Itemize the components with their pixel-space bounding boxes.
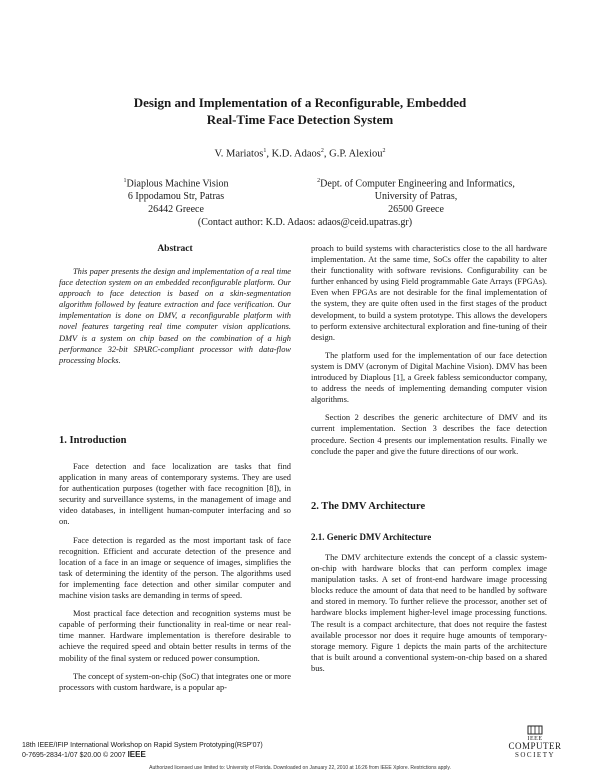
logo-society: SOCIETY [514, 751, 556, 759]
section-1-heading: 1. Introduction [59, 435, 127, 446]
affiliation-2 [296, 175, 536, 216]
right-paragraph-4: The DMV architecture extends the concept of a classic system-on-chip with hardware blocks that can perform complex image manipulation tasks. A set of front-end hardware image processing blocks reduce the amount of data that need to be handled by software and stored in memory. To further relieve the processor, another set of hardware blocks implement higher-level image processing functions. The result is a compact architecture, that does not require the fastest available processor nor does it require huge amounts of temporary-storage memory. Figure 1 depicts the main parts of the architecture that is built around a conventional system-on-chip based on a shared bus. [311, 553, 547, 673]
author-2: , K.D. Adaos [266, 148, 321, 160]
intro-paragraph-1: Face detection and face localization are tasks that find application in many areas of contemporary systems. They are used for authentication purposes (together with face recognition [8]), in security and surveillance systems, in the management of image and video databases, in intelligent human-computer interfacing and so on. [59, 462, 291, 527]
logo-computer: COMPUTER [508, 741, 562, 751]
affiliation-2-sup: 2 [317, 178, 321, 184]
introduction-body [59, 461, 291, 693]
contact-author: (Contact author: K.D. Adaos: adaos@ceid.upatras.gr) [197, 217, 413, 228]
footer-line-1: 18th IEEE/IFIP International Workshop on Rapid System Prototyping(RSP'07) [22, 742, 263, 749]
section-2-heading: 2. The DMV Architecture [311, 501, 426, 512]
right-paragraph-1: proach to build systems with characteristics close to the all hardware implementation. At the same time, SoCs offer the capability to alter their functionality with software revisions. Configurability can be further enhanced by using Field programmable Gate Arrays (FPGAs). Even when FPGAs are not desirable for the final implementation of the system, they are quite often used in the first stages of the product development, to build a system prototype. This allows the developers to perform extensive architectural exploration and fine-tuning of their design. [311, 244, 547, 342]
author-3-sup: 2 [382, 148, 386, 154]
intro-paragraph-2: Face detection is regarded as the most important task of face recognition. Efficient and accurate detection of the presence and location of a face in an image or sequence of images, simplifies the task of determining the identity of the person. The algorithms used for implementing face detection and other similar computer and machine vision tasks are demanding in terms of speed. [59, 535, 291, 601]
author-1-sup: 1 [263, 148, 267, 154]
section-2-1-body [311, 552, 547, 674]
affiliation-1-line-2: 6 Ippodamou Str, Patras [127, 191, 225, 203]
author-3: , G.P. Alexiou [323, 148, 383, 160]
section-2-1-heading: 2.1. Generic DMV Architecture [311, 532, 432, 542]
paper-title [60, 94, 540, 128]
title-line-1: Design and Implementation of a Reconfigurable, Embedded [133, 95, 467, 110]
affiliation-1-line-3: 26442 Greece [148, 204, 204, 216]
author-2-sup: 2 [320, 148, 324, 154]
footer-ieee: IEEE [127, 750, 146, 759]
abstract-text: This paper presents the design and implementation of a real time face detection system on an embedded reconfigurable platform. Our approach to face detection is based on a skin-segmentation algorithm followed by feature extraction and face verification. Our implementation is done on DMV, a reconfigurable platform with novel features targeting real time computer vision applications. DMV is a system on chip based on the combination of a high performance 32-bit SPARC-compliant processor with data-flow processing blocks. [59, 267, 291, 365]
computer-society-emblem-icon [527, 724, 543, 736]
right-column-top [311, 243, 547, 457]
affiliation-1 [96, 175, 256, 216]
intro-paragraph-4: The concept of system-on-chip (SoC) that integrates one or more processors with custom hardware, is a popular ap- [59, 671, 291, 692]
title-line-2: Real-Time Face Detection System [206, 112, 394, 127]
abstract-heading: Abstract [157, 244, 193, 254]
conference-footer [22, 741, 263, 760]
affiliation-2-line-2: University of Patras, [374, 191, 458, 203]
computer-society-logo [505, 724, 565, 760]
right-paragraph-2: The platform used for the implementation of our face detection system is DMV (acronym of Digital Machine Vision). DMV has been introduced by Diaplous [1], a Greek fabless semiconductor company, to address the needs of implementing demanding computer vision algorithms. [311, 350, 547, 405]
authorized-use-notice: Authorized licensed use limited to: University of Florida. Downloaded on January 22, 2010 at 16:26 from IEEE Xplore. Restrictions apply. [149, 765, 451, 771]
right-paragraph-3: Section 2 describes the generic architecture of DMV and its current implementation. Section 3 describes the face detection procedure. Section 4 presents our implementation results. Finally we conclude the paper and give the future directions of our work. [311, 413, 547, 456]
author-1: V. Mariatos [214, 148, 264, 160]
affiliation-2-line-1: Dept. of Computer Engineering and Informatics, [320, 178, 515, 190]
affiliation-1-sup: 1 [123, 178, 127, 184]
affiliation-1-line-1: Diaplous Machine Vision [126, 178, 229, 190]
footer-line-2: 0-7695-2834-1/07 $20.00 © 2007 [22, 752, 128, 759]
intro-paragraph-3: Most practical face detection and recognition systems must be capable of performing their functionality in real-time or near real-time manner. Hardware implementation is therefore desirable to achieve the required speed and obtain better results in terms of the mobility of the final system or reduced power consumption. [59, 609, 291, 663]
author-list [60, 148, 540, 160]
affiliation-2-line-3: 26500 Greece [388, 204, 444, 216]
logo-ieee: IEEE [527, 736, 543, 742]
abstract-body [59, 266, 291, 366]
